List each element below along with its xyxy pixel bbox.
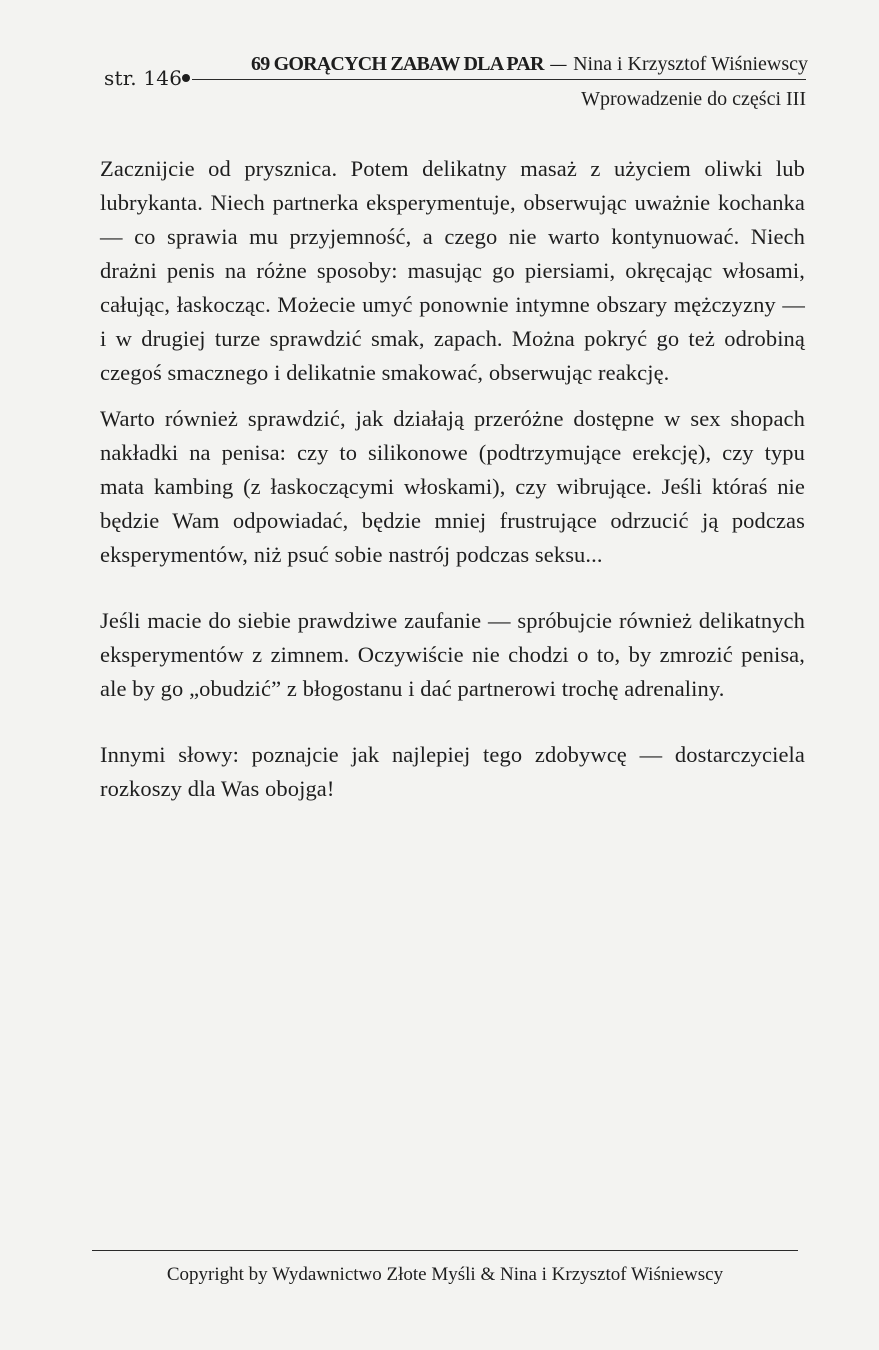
header-authors: Nina i Krzysztof Wiśniewscy bbox=[573, 53, 808, 75]
page-number: str. 146 bbox=[104, 66, 183, 90]
paragraph: Warto również sprawdzić, jak działają przeróżne dostępne w sex shopach nakładki na penisa: czy to silikonowe (podtrzymujące erekcję), czy typu mata kambing (z łaskoczącymi włoskami), czy wibrujące. Jeśli któraś nie będzie Wam odpowiadać, będzie mniej frustrujące odrzucić ją podczas eksperymentów, niż psuć sobie nastrój podczas seksu... bbox=[100, 406, 805, 567]
page-header bbox=[96, 48, 808, 118]
book-title: 69 GORĄCYCH ZABAW DLA PAR bbox=[251, 53, 544, 75]
copyright-notice: Copyright by Wydawnictwo Złote Myśli & Nina i Krzysztof Wiśniewscy bbox=[166, 1264, 724, 1285]
paragraph: Zacznijcie od prysznica. Potem delikatny masaż z użyciem oliwki lub lubrykanta. Niech partnerka eksperymentuje, obserwując uważnie kochanka — co sprawia mu przyjemność, a czego nie warto kontynuować. Niech drażni penis na różne sposoby: masując go piersiami, okręcając włosami, całując, łaskocząc. Możecie umyć ponownie intymne obszary mężczyzny — i w drugiej turze sprawdzić smak, zapach. Można pokryć go też odrobiną czegoś smacznego i delikatnie smakować, obserwując reakcję. bbox=[100, 156, 805, 385]
running-title bbox=[251, 53, 808, 76]
body-text bbox=[100, 152, 805, 806]
title-separator: — bbox=[543, 54, 574, 75]
chapter-title: Wprowadzenie do części III bbox=[581, 88, 806, 110]
footer-divider bbox=[92, 1250, 798, 1251]
header-divider bbox=[192, 79, 806, 80]
paragraph: Jeśli macie do siebie prawdziwe zaufanie — spróbujcie również delikatnych eksperymentów z zimnem. Oczywiście nie chodzi o to, by zmrozić penisa, ale by go „obudzić” z błogostanu i dać partnerowi trochę adrenaliny. bbox=[100, 608, 805, 701]
paragraph: Innymi słowy: poznajcie jak najlepiej tego zdobywcę — dostarczyciela rozkoszy dla Was obojga! bbox=[100, 742, 805, 801]
bullet-icon bbox=[182, 74, 190, 82]
